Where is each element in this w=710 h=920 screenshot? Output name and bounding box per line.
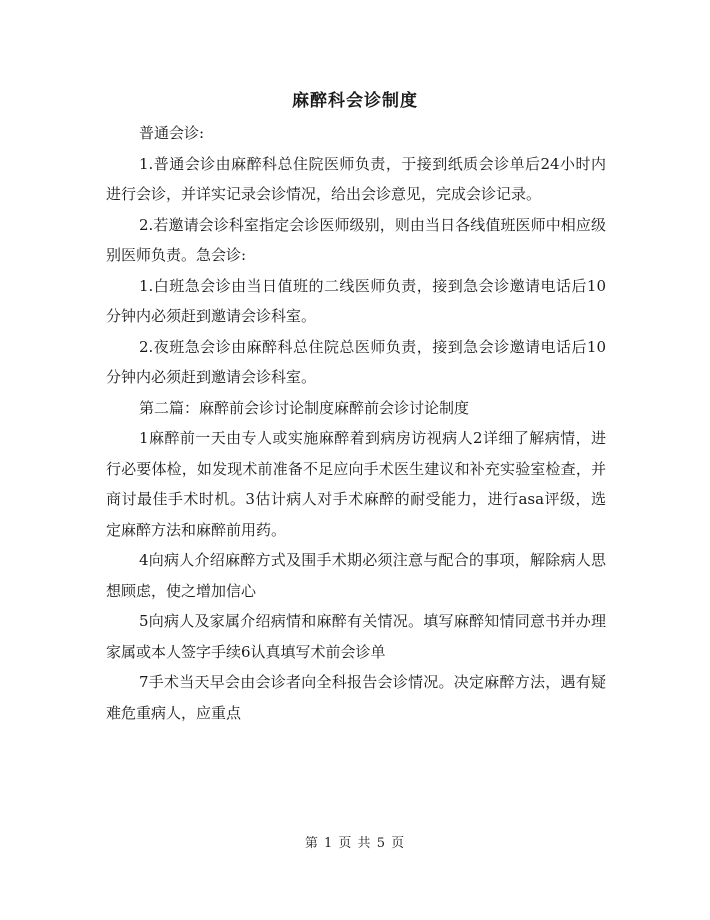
paragraph: 7手术当天早会由会诊者向全科报告会诊情况。决定麻醉方法，遇有疑难危重病人，应重点	[106, 673, 606, 722]
paragraph: 2.夜班急会诊由麻醉科总住院总医师负责，接到急会诊邀请电话后10分钟内必须赶到邀请会诊科室。	[106, 337, 606, 386]
section-heading: 第二篇：麻醉前会诊讨论制度麻醉前会诊讨论制度	[139, 398, 470, 417]
paragraph: 普通会诊:	[139, 124, 205, 142]
paragraph: 1.白班急会诊由当日值班的二线医师负责，接到急会诊邀请电话后10分钟内必须赶到邀请会诊科室。	[106, 276, 606, 325]
paragraph: 4向病人介绍麻醉方式及围手术期必须注意与配合的事项，解除病人思想顾虑，使之增加信心	[106, 551, 606, 600]
paragraph: 5向病人及家属介绍病情和麻醉有关情况。填写麻醉知情同意书并办理家属或本人签字手续6认真填写术前会诊单	[106, 612, 606, 661]
document-title: 麻醉科会诊制度	[292, 91, 418, 111]
paragraph: 1.普通会诊由麻醉科总住院医师负责，于接到纸质会诊单后24小时内进行会诊，并详实记录会诊情况，给出会诊意见，完成会诊记录。	[106, 154, 606, 203]
document-body	[106, 118, 606, 728]
paragraph: 2.若邀请会诊科室指定会诊医师级别，则由当日各线值班医师中相应级别医师负责。急会诊:	[106, 215, 606, 264]
paragraph: 1麻醉前一天由专人或实施麻醉着到病房访视病人2详细了解病情，进行必要体检，如发现术前准备不足应向手术医生建议和补充实验室检查，并商讨最佳手术时机。3估计病人对手术麻醉的耐受能力，进行asa评级，选定麻醉方法和麻醉前用药。	[106, 429, 606, 539]
page-number-footer: 第 1 页 共 5 页	[304, 836, 406, 851]
